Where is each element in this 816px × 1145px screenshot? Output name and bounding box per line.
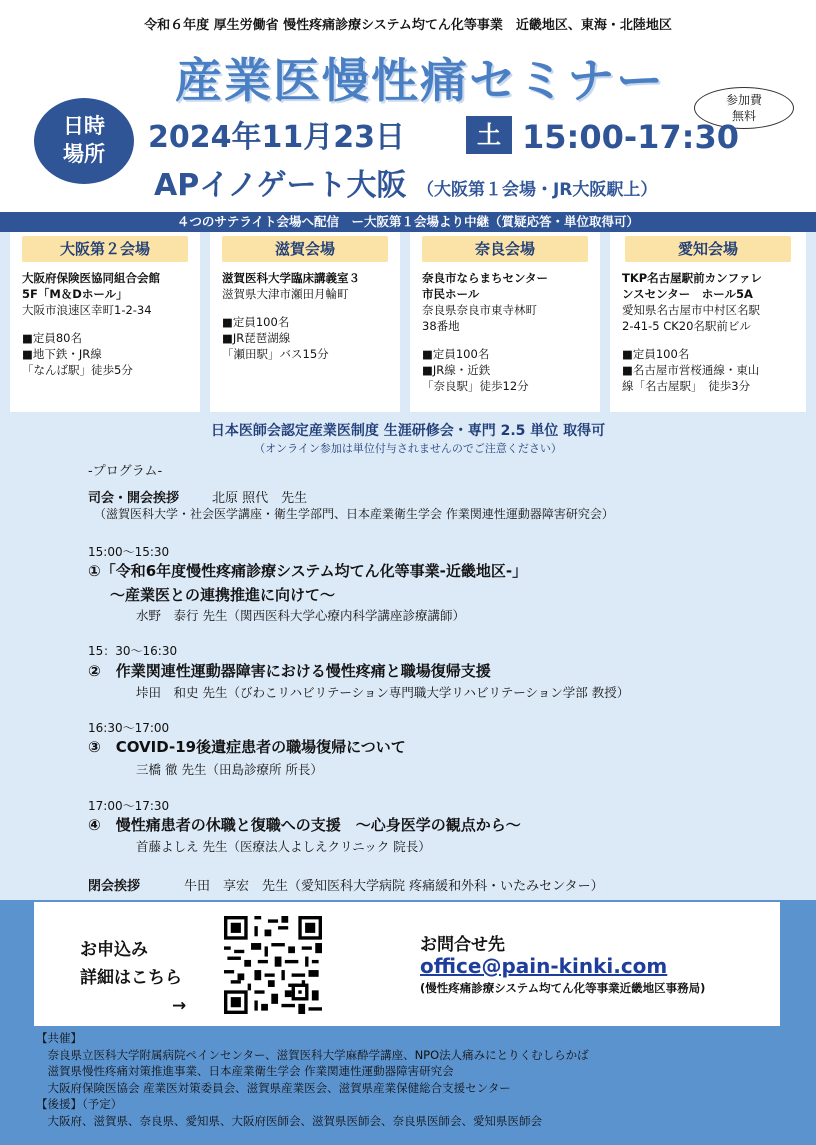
seminar-title: 産業医慢性痛セミナー bbox=[175, 54, 665, 109]
venue-card-detail: 「なんば駅」徒歩5分 bbox=[22, 363, 133, 377]
session-speaker: 水野 泰行 先生（関西医科大学心療内科学講座診療講師） bbox=[136, 608, 465, 623]
venue-card-detail: ■名古屋市営桜通線・東山 bbox=[622, 363, 760, 377]
qr-code[interactable] bbox=[224, 916, 322, 1014]
venue-card-detail: 「瀬田駅」バス15分 bbox=[222, 347, 329, 361]
fee-value: 無料 bbox=[731, 109, 756, 123]
venue-card-name: TKP名古屋駅前カンファレ bbox=[622, 271, 762, 285]
venue-card-address: 滋賀県大津市瀬田月輪町 bbox=[222, 287, 349, 301]
venue-card-shiga bbox=[210, 232, 400, 412]
session-time: 17:00～17:30 bbox=[88, 799, 170, 813]
footer-line: 奈良県立医科大学附属病院ペインセンター、滋賀医科大学麻酔学講座、NPO法人痛みにとりくむしらかば bbox=[36, 1047, 589, 1062]
sponsors-footer bbox=[36, 1030, 589, 1129]
venue-card-nara bbox=[410, 232, 600, 412]
venue-card-detail: ■JR線・近鉄 bbox=[422, 363, 491, 377]
venue-card-name: 奈良市ならまちセンター bbox=[422, 271, 549, 285]
footer-line: 【後援】（予定） bbox=[36, 1097, 123, 1111]
venue-card-header: 奈良会場 bbox=[422, 236, 588, 262]
venue-card-detail: ■定員100名 bbox=[622, 347, 690, 361]
venue-card-address: 38番地 bbox=[422, 319, 460, 333]
venue-card-address: 2-41-5 CK20名駅前ビル bbox=[622, 319, 751, 333]
event-weekday: 土 bbox=[466, 116, 512, 154]
event-date: 2024年11月23日 bbox=[148, 120, 405, 155]
header-subtitle: 令和６年度 厚生労働省 慢性疼痛診療システム均てん化等事業 近畿地区、東海・北陸地区 bbox=[144, 18, 672, 33]
footer-line: 【共催】 bbox=[36, 1031, 82, 1045]
session-title: ② 作業関連性運動器障害における慢性疼痛と職場復帰支援 bbox=[88, 662, 491, 680]
venue-card-address: 愛知県名古屋市中村区名駅 bbox=[622, 303, 760, 317]
apply-info bbox=[80, 936, 186, 1020]
session-title: ④ 慢性痛患者の休職と復職への支援 ～心身医学の観点から～ bbox=[88, 816, 521, 834]
session-subtitle: ～産業医との連携推進に向けて～ bbox=[110, 586, 336, 604]
venue-card-name: 大阪府保険医協同組合会館 bbox=[22, 271, 160, 285]
datetime-label: 日時 bbox=[63, 114, 105, 138]
datetime-place-badge bbox=[34, 98, 134, 184]
venue-card-name: ンスセンター ホール5A bbox=[622, 287, 753, 301]
venue-card-name: 市民ホール bbox=[422, 287, 480, 301]
session-speaker: 首藤よしえ 先生（医療法人よしえクリニック 院長） bbox=[136, 839, 431, 854]
event-time: 15:00-17:30 bbox=[522, 118, 739, 156]
satellite-banner: ４つのサテライト会場へ配信 ー大阪第１会場より中継（質疑応答・単位取得可） bbox=[0, 212, 816, 232]
arrow-icon: → bbox=[172, 996, 187, 1016]
venue-detail: （大阪第１会場・JR大阪駅上） bbox=[416, 180, 658, 200]
footer-line: 大阪府保険医協会 産業医対策委員会、滋賀県産業医会、滋賀県産業保健総合支援センター bbox=[36, 1080, 511, 1095]
venue-card-detail: ■定員100名 bbox=[422, 347, 490, 361]
contact-email-link[interactable]: office@pain-kinki.com bbox=[420, 954, 668, 978]
venue-name: APイノゲート大阪 bbox=[154, 168, 407, 203]
office-name: (慢性疼痛診療システム均てん化等事業近畿地区事務局) bbox=[420, 981, 706, 995]
venue-card-osaka2 bbox=[10, 232, 200, 412]
credit-info: 日本医師会認定産業医制度 生涯研修会・専門 2.5 単位 取得可 bbox=[210, 423, 606, 439]
session-time: 15：30～16:30 bbox=[88, 644, 178, 658]
opening-label: 司会・開会挨拶 bbox=[88, 491, 180, 506]
venue-card-detail: ■定員100名 bbox=[222, 315, 290, 329]
venue-card-header: 大阪第２会場 bbox=[22, 236, 188, 262]
closing-label: 閉会挨拶 bbox=[88, 879, 141, 894]
session-title: ③ COVID-19後遺症患者の職場復帰について bbox=[88, 738, 406, 756]
venue-card-name: 滋賀医科大学臨床講義室３ bbox=[222, 271, 360, 285]
closing-text: 牛田 享宏 先生（愛知医科大学病院 疼痛緩和外科・いたみセンター） bbox=[184, 879, 604, 894]
footer-line: 滋賀県慢性疼痛対策推進事業、日本産業衛生学会 作業関連性運動器障害研究会 bbox=[36, 1064, 454, 1078]
apply-label: お申込み bbox=[80, 940, 148, 960]
inquiry-label: お問合せ先 bbox=[420, 935, 505, 955]
venue-card-name: 5F「M＆Dホール」 bbox=[22, 287, 128, 301]
venue-card-detail: 「奈良駅」徒歩12分 bbox=[422, 379, 529, 393]
opening-affiliation: （滋賀医科大学・社会医学講座・衛生学部門、日本産業衛生学会 作業関連性運動器障害研究会） bbox=[94, 507, 614, 521]
session-title: ①「令和6年度慢性疼痛診療システム均てん化等事業-近畿地区-」 bbox=[88, 562, 528, 580]
opening-speaker: 北原 照代 先生 bbox=[212, 491, 308, 506]
venue-card-header: 愛知会場 bbox=[625, 236, 791, 262]
venue-card-detail: ■地下鉄・JR線 bbox=[22, 347, 102, 361]
venue-card-detail: ■JR琵琶湖線 bbox=[222, 331, 291, 345]
program-label: -プログラム- bbox=[88, 464, 163, 479]
session-speaker: 三橋 徹 先生（田島診療所 所長） bbox=[136, 762, 323, 777]
footer-line: 大阪府、滋賀県、奈良県、愛知県、大阪府医師会、滋賀県医師会、奈良県医師会、愛知県医師会 bbox=[36, 1113, 542, 1128]
main-venue bbox=[154, 160, 657, 204]
venue-card-address: 奈良県奈良市東寺林町 bbox=[422, 303, 537, 317]
venue-card-header: 滋賀会場 bbox=[222, 236, 388, 262]
session-speaker: 垰田 和史 先生（びわこリハビリテーション専門職大学リハビリテーション学部 教授） bbox=[136, 685, 630, 700]
venue-card-detail: ■定員80名 bbox=[22, 331, 82, 345]
venue-card-aichi bbox=[610, 232, 806, 412]
place-label: 場所 bbox=[63, 142, 105, 166]
session-time: 15:00～15:30 bbox=[88, 545, 170, 559]
details-label: 詳細はこちら bbox=[80, 968, 182, 988]
credit-note: （オンライン参加は単位付与されませんのでご注意ください） bbox=[254, 442, 562, 455]
venue-card-detail: 線「名古屋駅」 徒歩3分 bbox=[622, 379, 751, 393]
fee-label: 参加費 bbox=[725, 93, 762, 107]
session-time: 16:30～17:00 bbox=[88, 721, 170, 735]
venue-card-address: 大阪市浪速区幸町1-2-34 bbox=[22, 303, 152, 317]
contact-section bbox=[34, 902, 780, 1026]
